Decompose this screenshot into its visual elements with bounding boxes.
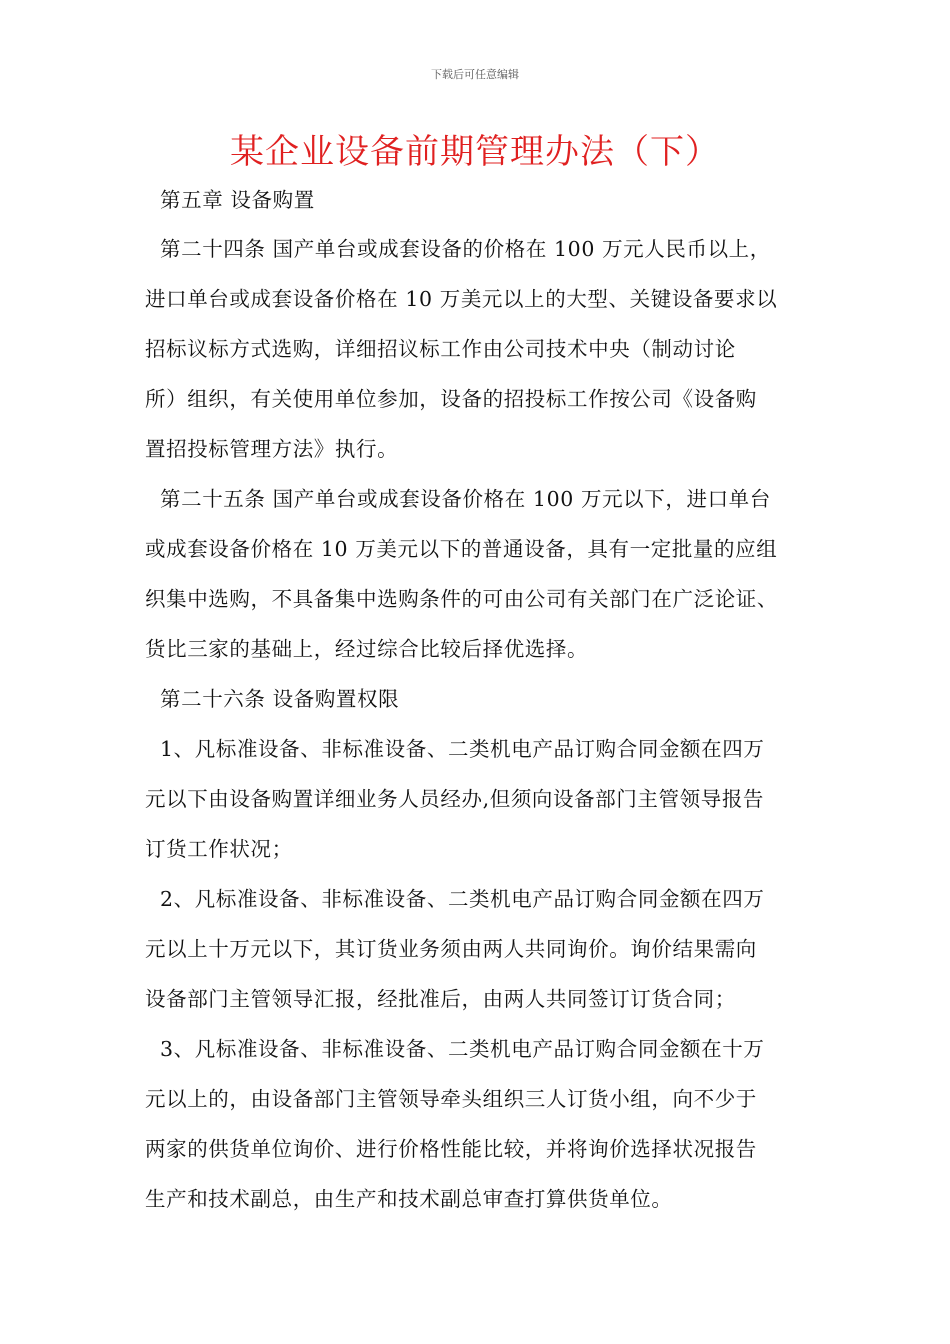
- item-2-line-3: 设备部门主管领导汇报，经批准后，由两人共同签订订货合同；: [145, 987, 736, 1011]
- article-25-line-3: 织集中选购，不具备集中选购条件的可由公司有关部门在广泛论证、: [145, 587, 778, 611]
- item-3-line-2: 元以上的，由设备部门主管领导牵头组织三人订货小组，向不少于: [145, 1087, 757, 1111]
- item-2-line-2: 元以上十万元以下，其订货业务须由两人共同询价。询价结果需向: [145, 937, 757, 961]
- article-24-line-1: 第二十四条 国产单台或成套设备的价格在 100 万元人民币以上，: [160, 237, 771, 261]
- article-25-line-1: 第二十五条 国产单台或成套设备价格在 100 万元以下，进口单台: [160, 487, 771, 511]
- item-1-line-1: 1、凡标准设备、非标准设备、二类机电产品订购合同金额在四万: [160, 737, 765, 761]
- article-25-line-2: 或成套设备价格在 10 万美元以下的普通设备，具有一定批量的应组: [145, 537, 778, 561]
- item-1-line-3: 订货工作状况；: [145, 837, 293, 861]
- item-3-line-4: 生产和技术副总，由生产和技术副总审查打算供货单位。: [145, 1187, 673, 1211]
- item-3-line-1: 3、凡标准设备、非标准设备、二类机电产品订购合同金额在十万: [160, 1037, 765, 1061]
- document-title: 某企业设备前期管理办法（下）: [230, 132, 720, 172]
- article-25-line-4: 货比三家的基础上，经过综合比较后择优选择。: [145, 637, 589, 661]
- article-24-line-4: 所）组织，有关使用单位参加，设备的招投标工作按公司《设备购: [145, 387, 757, 411]
- item-2-line-1: 2、凡标准设备、非标准设备、二类机电产品订购合同金额在四万: [160, 887, 765, 911]
- item-1-line-2: 元以下由设备购置详细业务人员经办,但须向设备部门主管领导报告: [145, 787, 765, 811]
- article-24-line-3: 招标议标方式选购，详细招议标工作由公司技术中央（制动讨论: [145, 337, 736, 361]
- item-3-line-3: 两家的供货单位询价、进行价格性能比较，并将询价选择状况报告: [145, 1137, 757, 1161]
- article-24-line-2: 进口单台或成套设备价格在 10 万美元以上的大型、关键设备要求以: [145, 287, 778, 311]
- article-24-line-5: 置招投标管理方法》执行。: [145, 437, 399, 461]
- chapter-heading: 第五章 设备购置: [160, 188, 315, 212]
- article-26-heading: 第二十六条 设备购置权限: [160, 687, 400, 711]
- page-header: 下载后可任意编辑: [431, 68, 519, 81]
